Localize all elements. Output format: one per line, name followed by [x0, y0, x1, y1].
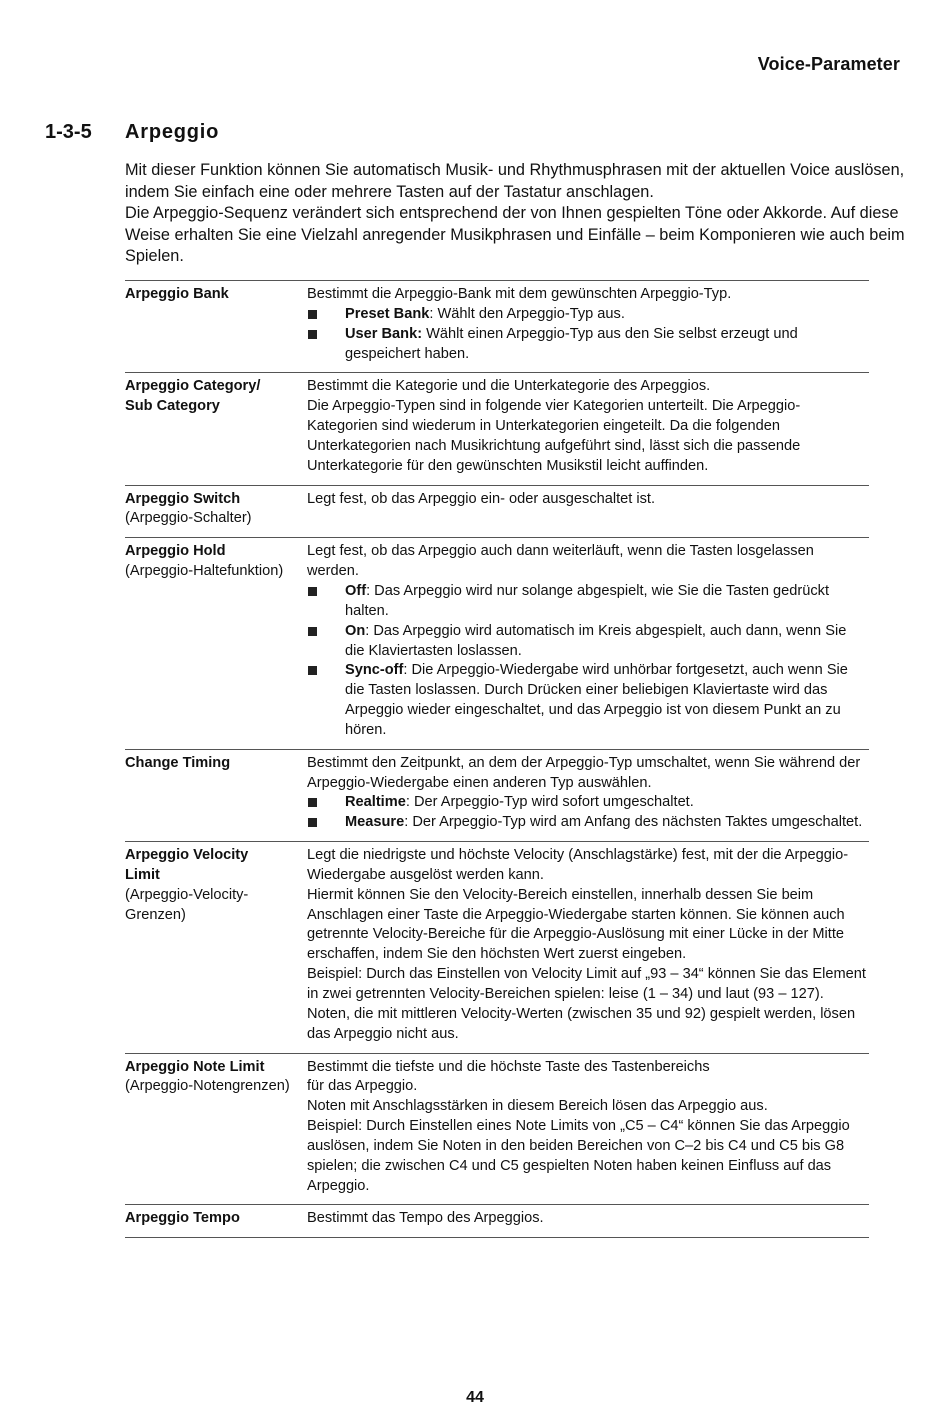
square-bullet-icon	[308, 310, 317, 319]
param-row-change-timing	[125, 750, 869, 842]
param-row-arpeggio-tempo	[125, 1205, 869, 1238]
param-description	[307, 542, 869, 740]
description-text: Die Arpeggio-Typen sind in folgende vier Kategorien unterteilt. Die Arpeggio-Kategorien sind wiederum in Unterkategorien eingeteilt. Da die folgenden Unterkategorien nach Musikrichtung aufgeführt sind, lässt sich die passende Unterkategorie für den gewünschten Musikstil leicht auffinden.	[307, 398, 801, 474]
intro-text	[125, 160, 915, 268]
bullet-text: : Die Arpeggio-Wiedergabe wird unhörbar fortgesetzt, auch wenn Sie die Tasten loslassen. Durch Drücken einer beliebigen Klaviertaste wird das Arpeggio wieder eingeschaltet, und das Arpeggio ist von diesem Punkt an zu hören.	[345, 662, 848, 738]
intro-paragraph: Die Arpeggio-Sequenz verändert sich entsprechend der von Ihnen gespielten Töne oder Akkorde. Auf diese Weise erhalten Sie eine Vielzahl anregender Musikphrasen und Einfälle – beim Komponieren wie auch beim Spielen.	[125, 204, 905, 266]
param-subtitle: (Arpeggio-Schalter)	[125, 510, 252, 527]
param-description	[307, 754, 869, 833]
bullet-item	[307, 582, 869, 622]
square-bullet-icon	[308, 330, 317, 339]
param-name: Arpeggio Velocity Limit	[125, 847, 249, 883]
param-label	[125, 1209, 307, 1229]
param-row-arpeggio-velocity-limit	[125, 842, 869, 1053]
param-subtitle: (Arpeggio-Notengrenzen)	[125, 1078, 290, 1095]
param-name: Arpeggio Bank	[125, 286, 229, 302]
bullet-text: Wählt einen Arpeggio-Typ aus den Sie selbst erzeugt und gespeichert haben.	[345, 325, 798, 362]
param-label	[125, 377, 307, 476]
param-row-arpeggio-hold	[125, 538, 869, 749]
param-row-arpeggio-bank	[125, 281, 869, 373]
square-bullet-icon	[308, 818, 317, 827]
description-text: Legt fest, ob das Arpeggio auch dann weiterläuft, wenn die Tasten losgelassen werden.	[307, 543, 814, 580]
square-bullet-icon	[308, 666, 317, 675]
description-text: Legt die niedrigste und höchste Velocity (Anschlagstärke) fest, mit der die Arpeggio-Wiedergabe ausgelöst werden kann.	[307, 847, 849, 883]
param-name: Arpeggio Switch	[125, 490, 241, 507]
page-number: 44	[466, 1389, 484, 1406]
bullet-term: On	[345, 622, 366, 639]
description-text: Bestimmt die tiefste und die höchste Taste des Tastenbereichs	[307, 1058, 710, 1075]
param-description	[307, 1209, 869, 1229]
param-name: Arpeggio Hold	[125, 543, 226, 560]
param-label	[125, 285, 307, 364]
param-label	[125, 754, 307, 833]
bullet-term: Sync-off	[345, 662, 404, 679]
param-name: Arpeggio Category/	[125, 378, 261, 395]
description-text: Bestimmt den Zeitpunkt, an dem der Arpeggio-Typ umschaltet, wenn Sie während der Arpeggio-Wiedergabe einen anderen Typ auswählen.	[307, 754, 861, 791]
bullet-item	[307, 325, 869, 365]
param-description	[307, 377, 869, 476]
bullet-item	[307, 813, 869, 833]
header-title: Voice-Parameter	[757, 54, 900, 74]
bullet-text: : Der Arpeggio-Typ wird sofort umgeschaltet.	[405, 794, 694, 811]
param-description	[307, 490, 869, 530]
description-text: Noten mit Anschlagsstärken in diesem Bereich lösen das Arpeggio aus.	[307, 1098, 768, 1115]
param-name: Arpeggio Note Limit	[125, 1058, 265, 1075]
param-row-arpeggio-switch	[125, 486, 869, 539]
parameter-table	[125, 280, 869, 1238]
description-text: Beispiel: Durch Einstellen eines Note Limits von „C5 – C4“ können Sie das Arpeggio auslösen, indem Sie Noten in den beiden Bereichen von C–2 bis C4 und C5 bis G8 spielen; die zwischen C4 und C5 gespielten Noten haben keinen Einfluss auf das Arpeggio.	[307, 1118, 850, 1194]
bullet-item	[307, 793, 869, 813]
param-label	[125, 490, 307, 530]
description-text: Hiermit können Sie den Velocity-Bereich einstellen, innerhalb dessen Sie beim Anschlagen einer Taste die Arpeggio-Wiedergabe starten können. Sie können auch getrennte Velocity-Bereiche für die Arpeggio-Auslösung mit einer Lücke in der Mitte erschaffen, indem Sie den höchsten Wert zuerst eingeben.	[307, 886, 845, 963]
param-row-arpeggio-note-limit	[125, 1054, 869, 1206]
param-description	[307, 846, 869, 1044]
description-text: Bestimmt das Tempo des Arpeggios.	[307, 1210, 544, 1227]
param-name: Change Timing	[125, 754, 231, 771]
param-description	[307, 1058, 869, 1197]
section-title: Arpeggio	[125, 121, 220, 143]
description-text: für das Arpeggio.	[307, 1078, 418, 1095]
param-subtitle: (Arpeggio-Velocity-Grenzen)	[125, 886, 249, 923]
bullet-text: : Das Arpeggio wird nur solange abgespielt, wie Sie die Tasten gedrückt halten.	[345, 582, 830, 619]
description-text: Bestimmt die Arpeggio-Bank mit dem gewünschten Arpeggio-Typ.	[307, 286, 732, 302]
bullet-item	[307, 622, 869, 662]
section-number: 1-3-5	[45, 121, 92, 143]
param-row-arpeggio-category	[125, 373, 869, 485]
param-label	[125, 1058, 307, 1197]
intro-paragraph: Mit dieser Funktion können Sie automatisch Musik- und Rhythmusphrasen mit der aktuellen Voice auslösen, indem Sie einfach eine oder mehrere Tasten auf der Tastatur anschlagen.	[125, 161, 905, 201]
param-description	[307, 285, 869, 364]
param-subtitle: (Arpeggio-Haltefunktion)	[125, 563, 284, 580]
param-label	[125, 542, 307, 740]
square-bullet-icon	[308, 587, 317, 596]
param-name: Sub Category	[125, 398, 220, 415]
bullet-term: Preset Bank	[345, 305, 430, 322]
param-name: Arpeggio Tempo	[125, 1210, 240, 1227]
bullet-item	[307, 305, 869, 325]
bullet-term: Off	[345, 582, 367, 599]
bullet-text: : Das Arpeggio wird automatisch im Kreis abgespielt, auch dann, wenn Sie die Klaviertasten loslassen.	[345, 622, 847, 659]
bullet-text: : Der Arpeggio-Typ wird am Anfang des nächsten Taktes umgeschaltet.	[404, 814, 863, 831]
description-text: Bestimmt die Kategorie und die Unterkategorie des Arpeggios.	[307, 378, 711, 395]
square-bullet-icon	[308, 627, 317, 636]
description-text: Beispiel: Durch das Einstellen von Velocity Limit auf „93 – 34“ können Sie das Element in zwei getrennten Velocity-Bereichen spielen: leise (1 – 34) und laut (93 – 127). Noten, die mit mittleren Velocity-Werten (zwischen 35 und 92) gespielt werden, lösen das Arpeggio nicht aus.	[307, 966, 866, 1042]
description-text: Legt fest, ob das Arpeggio ein- oder ausgeschaltet ist.	[307, 490, 656, 507]
bullet-term: Measure	[345, 814, 405, 831]
bullet-term: Realtime	[345, 794, 406, 811]
bullet-item	[307, 661, 869, 740]
square-bullet-icon	[308, 798, 317, 807]
bullet-text: : Wählt den Arpeggio-Typ aus.	[429, 305, 625, 322]
param-label	[125, 846, 307, 1044]
bullet-term: User Bank:	[345, 325, 423, 342]
